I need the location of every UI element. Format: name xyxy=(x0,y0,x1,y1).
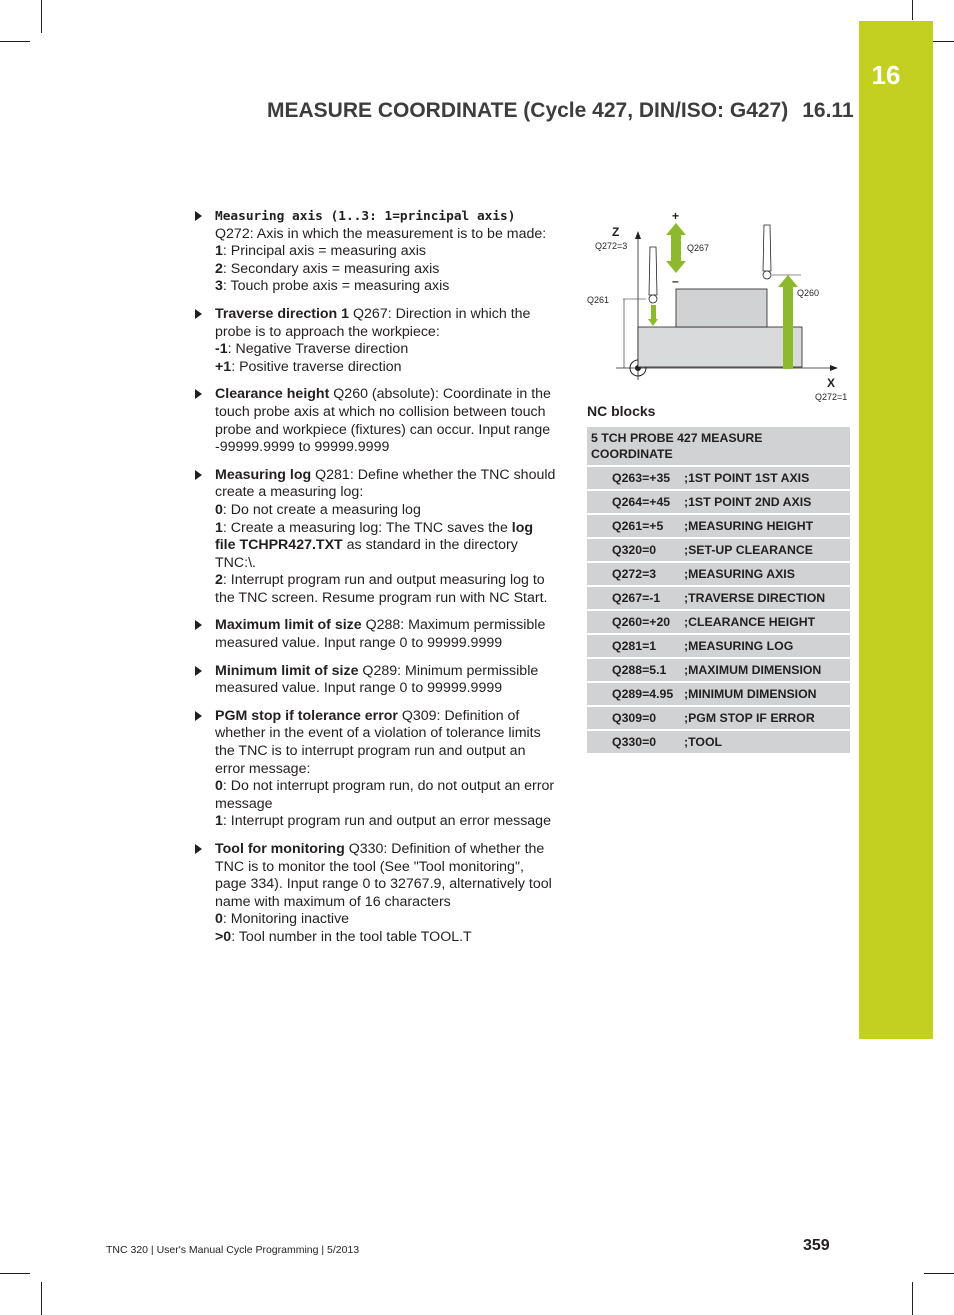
nc-comment-cell: ;PGM STOP IF ERROR xyxy=(684,706,850,730)
nc-blocks-table xyxy=(587,427,850,755)
param-name: Clearance height xyxy=(215,386,330,403)
nc-comment-cell: ;MEASURING LOG xyxy=(684,634,850,658)
probe-approach-arrowhead-icon xyxy=(648,319,658,326)
table-row xyxy=(587,538,850,562)
workpiece-base xyxy=(638,327,802,367)
nc-comment-cell: ;MEASURING AXIS xyxy=(684,562,850,586)
crop-mark xyxy=(924,1273,954,1274)
option-text: : Create a measuring log: The TNC saves the xyxy=(222,519,512,536)
minus-label: – xyxy=(672,274,679,288)
nc-param-cell: Q309=0 xyxy=(587,706,684,730)
q272-3-label: Q272=3 xyxy=(595,241,628,251)
nc-param-cell: Q267=-1 xyxy=(587,586,684,610)
option-text: : Do not create a measuring log xyxy=(222,501,421,518)
option-key: 1 xyxy=(215,243,223,260)
bullet-triangle-icon xyxy=(195,389,202,399)
bullet-triangle-icon xyxy=(195,711,202,721)
nc-comment-cell: ;1ST POINT 1ST AXIS xyxy=(684,466,850,490)
param-desc: Q281: Define whether the TNC should create a measuring log: xyxy=(215,466,556,501)
param-item-q272 xyxy=(195,208,557,296)
q261-label: Q261 xyxy=(587,295,610,305)
q260-label: Q260 xyxy=(797,288,820,298)
table-row xyxy=(587,682,850,706)
chapter-tab xyxy=(859,21,933,1039)
bullet-triangle-icon xyxy=(195,666,202,676)
option-key: 0 xyxy=(215,778,223,795)
param-item-q288 xyxy=(195,617,557,652)
measure-coordinate-diagram xyxy=(586,205,856,403)
bullet-triangle-icon xyxy=(195,211,202,221)
page-number: 359 xyxy=(803,1237,830,1254)
crop-mark xyxy=(41,0,42,33)
log-file-name: log file TCHPR427.TXT xyxy=(215,519,534,554)
param-item-q330 xyxy=(195,841,557,947)
option-key: 0 xyxy=(215,501,223,518)
table-row xyxy=(587,634,850,658)
param-item-q260 xyxy=(195,386,557,456)
nc-comment-cell: ;TRAVERSE DIRECTION xyxy=(684,586,850,610)
crop-mark xyxy=(0,41,30,42)
bullet-triangle-icon xyxy=(195,309,202,319)
param-name: Measuring log xyxy=(215,466,312,483)
option-key: >0 xyxy=(215,928,232,945)
nc-param-cell: Q272=3 xyxy=(587,562,684,586)
x-axis-arrow-icon xyxy=(830,365,838,371)
nc-comment-cell: ;MEASURING HEIGHT xyxy=(684,514,850,538)
q267-up-arrow-icon xyxy=(666,223,686,235)
param-desc: Q267: Direction in which the probe is to approach the workpiece: xyxy=(215,305,531,340)
table-row xyxy=(587,586,850,610)
param-item-q281 xyxy=(195,467,557,608)
nc-param-cell: Q330=0 xyxy=(587,730,684,754)
option-text: : Secondary axis = measuring axis xyxy=(222,260,440,277)
option-key: 2 xyxy=(215,260,223,277)
option-key: 0 xyxy=(215,911,223,928)
nc-comment-cell: ;1ST POINT 2ND AXIS xyxy=(684,490,850,514)
nc-header-cell: 5 TCH PROBE 427 MEASURE COORDINATE xyxy=(587,427,850,466)
touch-probe-left xyxy=(649,247,657,295)
option-text: as standard in the directory TNC:\. xyxy=(215,537,518,571)
q267-label: Q267 xyxy=(687,243,710,253)
q260-clearance-arrow xyxy=(783,285,793,369)
probe-ball-left xyxy=(649,295,657,303)
parameter-list xyxy=(195,208,557,957)
bullet-triangle-icon xyxy=(195,844,202,854)
nc-param-cell: Q261=+5 xyxy=(587,514,684,538)
plus-label: + xyxy=(672,209,680,223)
param-name: Minimum limit of size xyxy=(215,662,359,679)
probe-ball-right xyxy=(763,271,771,279)
option-text: : Negative Traverse direction xyxy=(227,341,409,358)
nc-comment-cell: ;TOOL xyxy=(684,730,850,754)
q267-arrow-shaft xyxy=(671,233,681,263)
nc-blocks-title: NC blocks xyxy=(587,403,656,419)
param-desc: Q288: Maximum permissible measured value. Input range 0 to 99999.9999 xyxy=(215,617,546,652)
table-row xyxy=(587,706,850,730)
crop-mark xyxy=(41,1282,42,1315)
q272-1-label: Q272=1 xyxy=(815,392,848,402)
crop-mark xyxy=(912,1282,913,1315)
option-text: : Positive traverse direction xyxy=(231,358,402,375)
param-desc: Q260 (absolute): Coordinate in the touch probe axis at which no collision between touch probe and workpiece (fixtures) can occur. Input range -99999.9999 to 99999.9999 xyxy=(215,386,551,456)
crop-mark xyxy=(912,0,913,20)
option-text: : Touch probe axis = measuring axis xyxy=(222,278,450,295)
nc-param-cell: Q320=0 xyxy=(587,538,684,562)
param-item-q309 xyxy=(195,708,557,831)
option-key: 1 xyxy=(215,519,223,536)
option-key: -1 xyxy=(215,341,228,358)
option-text: : Interrupt program run and output an error message xyxy=(222,813,551,830)
param-name: Traverse direction 1 xyxy=(215,305,350,322)
param-name: Measuring axis (1..3: 1=principal axis) xyxy=(215,209,516,224)
nc-param-cell: Q281=1 xyxy=(587,634,684,658)
nc-param-cell: Q264=+45 xyxy=(587,490,684,514)
bullet-triangle-icon xyxy=(195,470,202,480)
section-number: 16.11 xyxy=(802,99,854,122)
table-row xyxy=(587,466,850,490)
option-key: +1 xyxy=(215,358,232,375)
nc-param-cell: Q260=+20 xyxy=(587,610,684,634)
option-key: 1 xyxy=(215,813,223,830)
table-row xyxy=(587,490,850,514)
table-header-row xyxy=(587,427,850,466)
option-text: : Do not interrupt program run, do not output an error message xyxy=(215,778,555,812)
option-key: 3 xyxy=(215,278,223,295)
touch-probe-right xyxy=(763,225,771,271)
q260-arrowhead-icon xyxy=(778,275,798,287)
nc-comment-cell: ;CLEARANCE HEIGHT xyxy=(684,610,850,634)
param-item-q289 xyxy=(195,663,557,698)
param-name: PGM stop if tolerance error xyxy=(215,707,398,724)
nc-comment-cell: ;MAXIMUM DIMENSION xyxy=(684,658,850,682)
table-row xyxy=(587,610,850,634)
option-text: : Interrupt program run and output measuring log to the TNC screen. Resume program run with NC Start. xyxy=(215,572,548,606)
table-row xyxy=(587,658,850,682)
param-name: Tool for monitoring xyxy=(215,841,345,857)
param-name: Maximum limit of size xyxy=(215,617,362,634)
option-text: : Monitoring inactive xyxy=(222,911,350,928)
bullet-triangle-icon xyxy=(195,620,202,630)
param-desc: Q330: Definition of whether the TNC is to monitor the tool (See "Tool monitoring", page 334). Input range 0 to 32767.9, alternatively tool name with maximum of 16 characters xyxy=(215,841,552,910)
param-desc: Q309: Definition of whether in the event of a violation of tolerance limits the TNC is to interrupt program run and output an error message: xyxy=(215,707,541,777)
workpiece-feature xyxy=(676,289,767,327)
option-text: : Tool number in the tool table TOOL.T xyxy=(231,928,472,945)
param-desc: Q289: Minimum permissible measured value. Input range 0 to 99999.9999 xyxy=(215,662,539,697)
table-row xyxy=(587,562,850,586)
nc-comment-cell: ;MINIMUM DIMENSION xyxy=(684,682,850,706)
table-row xyxy=(587,514,850,538)
chapter-number: 16 xyxy=(871,60,901,90)
x-axis-label: X xyxy=(827,376,836,390)
page-footer: TNC 320 | User's Manual Cycle Programming | 5/2013 xyxy=(106,1244,360,1256)
section-title: MEASURE COORDINATE (Cycle 427, DIN/ISO: G427) xyxy=(267,99,789,122)
option-text: : Principal axis = measuring axis xyxy=(222,243,426,260)
z-axis-label: Z xyxy=(612,225,620,239)
nc-param-cell: Q263=+35 xyxy=(587,466,684,490)
z-axis-arrow-icon xyxy=(635,231,641,239)
option-key: 2 xyxy=(215,572,223,589)
nc-param-cell: Q289=4.95 xyxy=(587,682,684,706)
nc-comment-cell: ;SET-UP CLEARANCE xyxy=(684,538,850,562)
page-header xyxy=(267,99,854,123)
nc-param-cell: Q288=5.1 xyxy=(587,658,684,682)
param-desc: Q272: Axis in which the measurement is to be made: xyxy=(215,225,547,242)
crop-mark xyxy=(0,1273,30,1274)
q267-down-arrow-icon xyxy=(666,261,686,273)
table-row xyxy=(587,730,850,754)
param-item-q267 xyxy=(195,306,557,376)
